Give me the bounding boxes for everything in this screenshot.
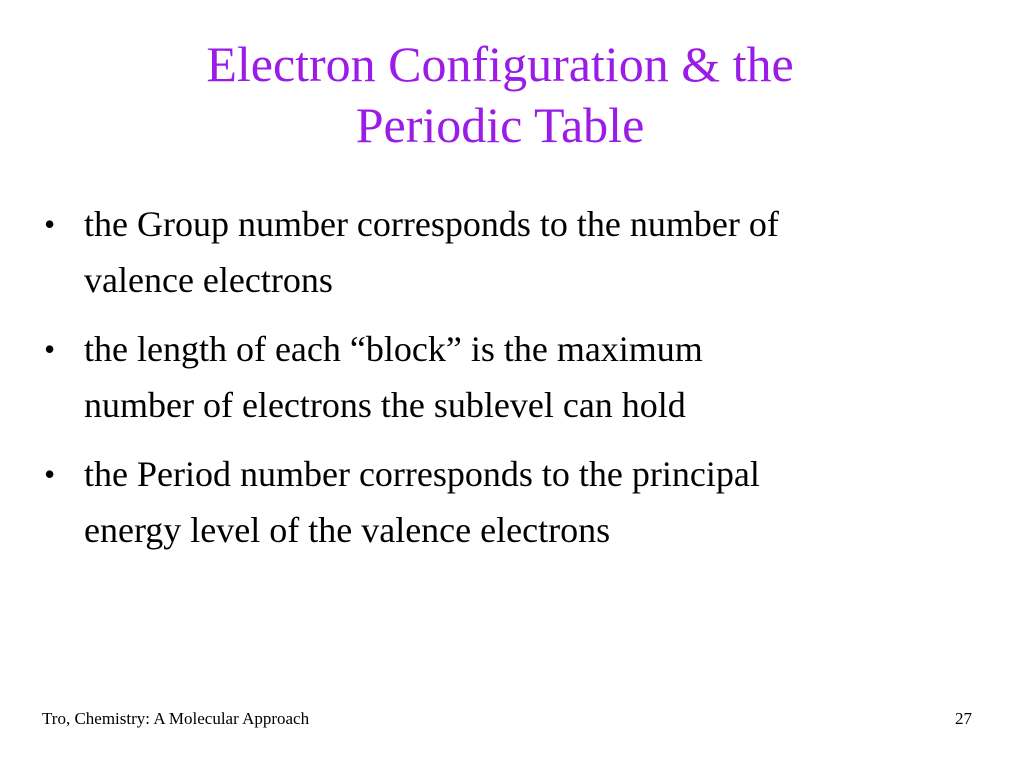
page-number: 27	[955, 709, 972, 728]
bullet-item-block-length	[44, 321, 994, 433]
bullet-text-line-2: valence electrons	[84, 260, 333, 300]
bullet-text-line-1: the Group number corresponds to the number of	[84, 204, 779, 244]
bullet-dot-icon: •	[44, 331, 56, 367]
bullet-text-line-1: the Period number corresponds to the principal	[84, 454, 760, 494]
bullet-item-period-number	[44, 446, 994, 558]
bullet-text-line-2: energy level of the valence electrons	[84, 510, 611, 550]
bullet-list	[44, 196, 994, 571]
bullet-text-line-2: number of electrons the sublevel can hold	[84, 385, 686, 425]
bullet-dot-icon: •	[44, 456, 56, 492]
bullet-dot-icon: •	[44, 206, 56, 242]
slide-title-line-1: Electron Configuration & the	[206, 36, 794, 92]
slide-title-line-2: Periodic Table	[355, 97, 645, 153]
bullet-item-group-number	[44, 196, 994, 308]
bullet-text-line-1: the length of each “block” is the maximum	[84, 329, 703, 369]
slide-title	[100, 34, 900, 156]
footer-source: Tro, Chemistry: A Molecular Approach	[42, 709, 310, 728]
